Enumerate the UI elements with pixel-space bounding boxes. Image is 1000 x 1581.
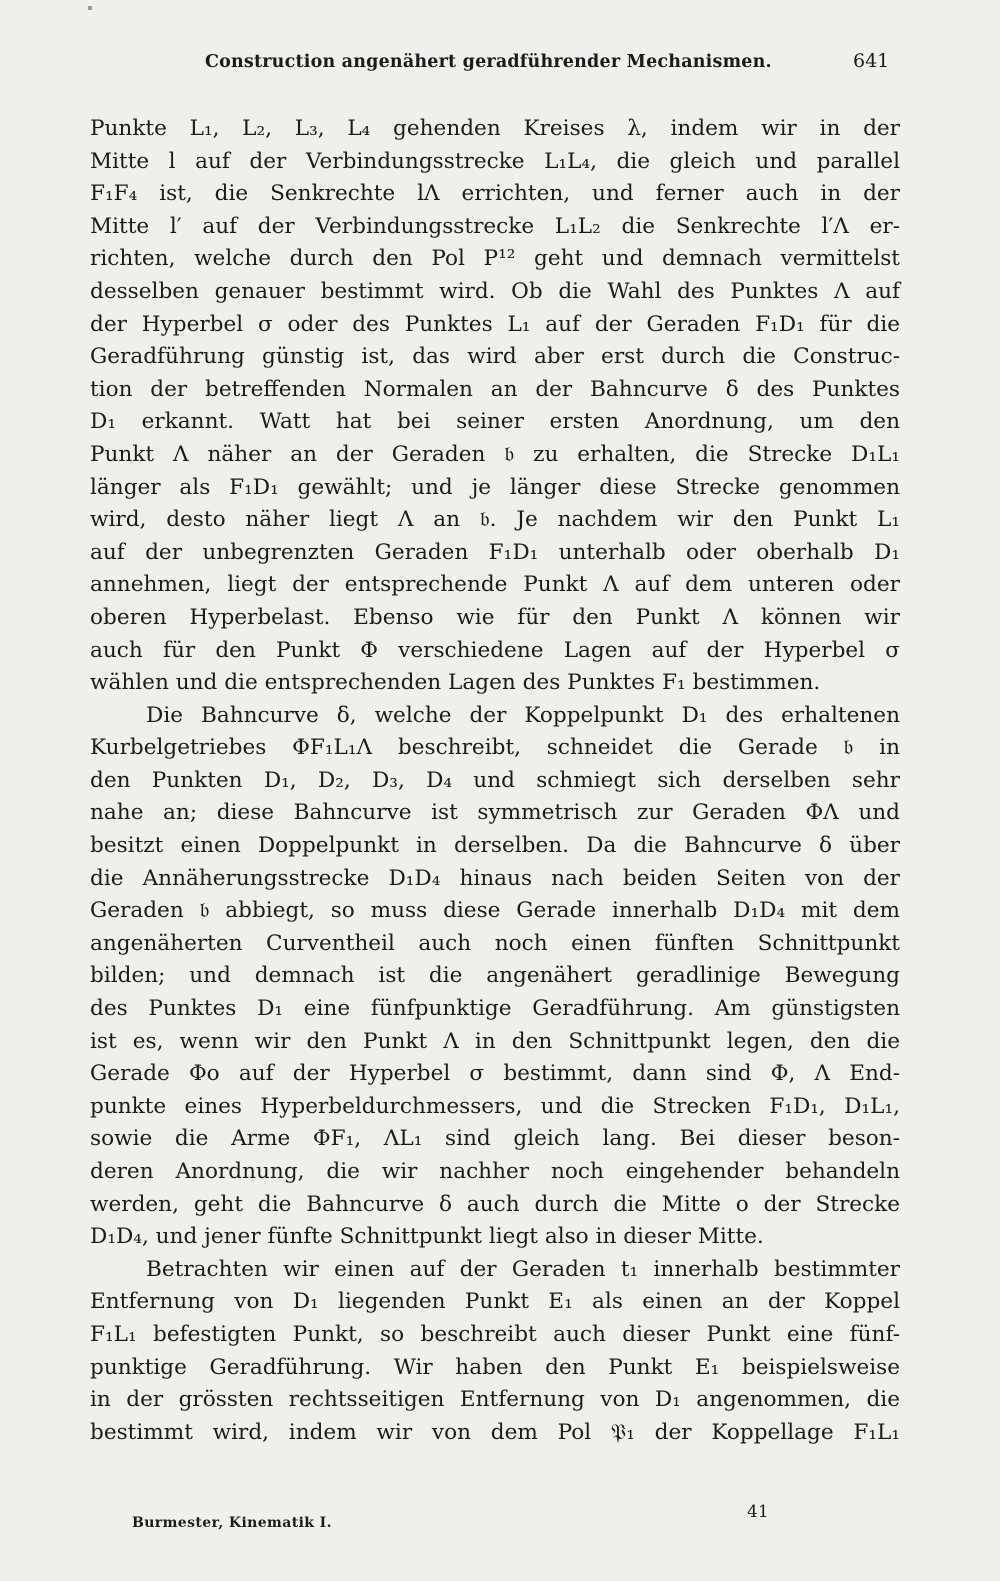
text-line: wird, desto näher liegt Λ an 𝔟. Je nachdem wir den Punkt L₁	[90, 507, 900, 533]
text-line: F₁F₄ ist, die Senkrechte lΛ errichten, und ferner auch in der	[90, 181, 900, 207]
scan-speck	[88, 6, 92, 10]
text-line: punktige Geradführung. Wir haben den Punkt E₁ beispielsweise	[90, 1354, 900, 1380]
text-line: Punkt Λ näher an der Geraden 𝔟 zu erhalten, die Strecke D₁L₁	[90, 441, 900, 467]
text-line: werden, geht die Bahncurve δ auch durch die Mitte o der Strecke	[90, 1191, 900, 1217]
text-line: nahe an; diese Bahncurve ist symmetrisch zur Geraden ΦΛ und	[90, 800, 900, 826]
text-line: angenäherten Curventheil auch noch einen fünften Schnittpunkt	[90, 930, 900, 956]
text-line: richten, welche durch den Pol P¹² geht und demnach vermittelst	[90, 246, 900, 272]
text-line: den Punkten D₁, D₂, D₃, D₄ und schmiegt sich derselben sehr	[90, 767, 900, 793]
text-line: Die Bahncurve δ, welche der Koppelpunkt D₁ des erhaltenen	[146, 702, 900, 728]
text-line: Punkte L₁, L₂, L₃, L₄ gehenden Kreises λ, indem wir in der	[90, 116, 900, 141]
text-line: wählen und die entsprechenden Lagen des Punktes F₁ bestimmen.	[90, 670, 821, 696]
text-line: des Punktes D₁ eine fünfpunktige Geradführung. Am günstigsten	[90, 996, 900, 1022]
text-line: der Hyperbel σ oder des Punktes L₁ auf der Geraden F₁D₁ für die	[90, 311, 900, 337]
text-line: Geradführung günstig ist, das wird aber erst durch die Construc-	[90, 344, 900, 370]
text-line: Betrachten wir einen auf der Geraden t₁ innerhalb bestimmter	[146, 1256, 900, 1282]
text-line: in der grössten rechtsseitigen Entfernung von D₁ angenommen, die	[90, 1387, 900, 1413]
signature-mark: 41	[747, 1502, 769, 1522]
text-line: Gerade Φo auf der Hyperbel σ bestimmt, dann sind Φ, Λ End-	[90, 1061, 900, 1087]
text-line: sowie die Arme ΦF₁, ΛL₁ sind gleich lang. Bei dieser beson-	[90, 1126, 900, 1152]
text-line: bilden; und demnach ist die angenähert geradlinige Bewegung	[90, 963, 900, 989]
text-line: oberen Hyperbelast. Ebenso wie für den Punkt Λ können wir	[90, 604, 900, 630]
text-line: besitzt einen Doppelpunkt in derselben. Da die Bahncurve δ über	[90, 833, 900, 859]
text-line: annehmen, liegt der entsprechende Punkt Λ auf dem unteren oder	[90, 572, 900, 598]
text-line: D₁D₄, und jener fünfte Schnittpunkt liegt also in dieser Mitte.	[90, 1224, 764, 1250]
text-line: desselben genauer bestimmt wird. Ob die Wahl des Punktes Λ auf	[90, 278, 900, 304]
text-line: ist es, wenn wir den Punkt Λ in den Schnittpunkt legen, den die	[90, 1028, 900, 1054]
text-line: Mitte l′ auf der Verbindungsstrecke L₁L₂ die Senkrechte l′Λ er-	[90, 213, 900, 239]
text-line: auf der unbegrenzten Geraden F₁D₁ unterhalb oder oberhalb D₁	[90, 539, 900, 565]
text-line: punkte eines Hyperbeldurchmessers, und die Strecken F₁D₁, D₁L₁,	[90, 1093, 900, 1119]
text-line: länger als F₁D₁ gewählt; und je länger diese Strecke genommen	[90, 474, 900, 500]
text-line: Entfernung von D₁ liegenden Punkt E₁ als einen an der Koppel	[90, 1289, 900, 1315]
text-line: bestimmt wird, indem wir von dem Pol 𝔓₁ der Koppellage F₁L₁	[90, 1419, 900, 1445]
text-line: Mitte l auf der Verbindungsstrecke L₁L₄, die gleich und parallel	[90, 148, 900, 174]
running-head: Construction angenähert geradführender Mechanismen.	[205, 52, 772, 72]
text-line: D₁ erkannt. Watt hat bei seiner ersten Anordnung, um den	[90, 409, 900, 435]
text-line: Geraden 𝔟 abbiegt, so muss diese Gerade innerhalb D₁D₄ mit dem	[90, 898, 900, 924]
text-line: die Annäherungsstrecke D₁D₄ hinaus nach beiden Seiten von der	[90, 865, 900, 891]
text-line: tion der betreffenden Normalen an der Bahncurve δ des Punktes	[90, 376, 900, 402]
text-line: Kurbelgetriebes ΦF₁L₁Λ beschreibt, schneidet die Gerade 𝔟 in	[90, 735, 900, 761]
text-line: deren Anordnung, die wir nachher noch eingehender behandeln	[90, 1159, 900, 1184]
body-text	[90, 113, 900, 1449]
page-number: 641	[853, 50, 890, 72]
footer-author-title: Burmester, Kinematik I.	[132, 1515, 332, 1531]
text-line: F₁L₁ befestigten Punkt, so beschreibt auch dieser Punkt eine fünf-	[90, 1321, 900, 1347]
text-line: auch für den Punkt Φ verschiedene Lagen auf der Hyperbel σ	[90, 637, 900, 663]
